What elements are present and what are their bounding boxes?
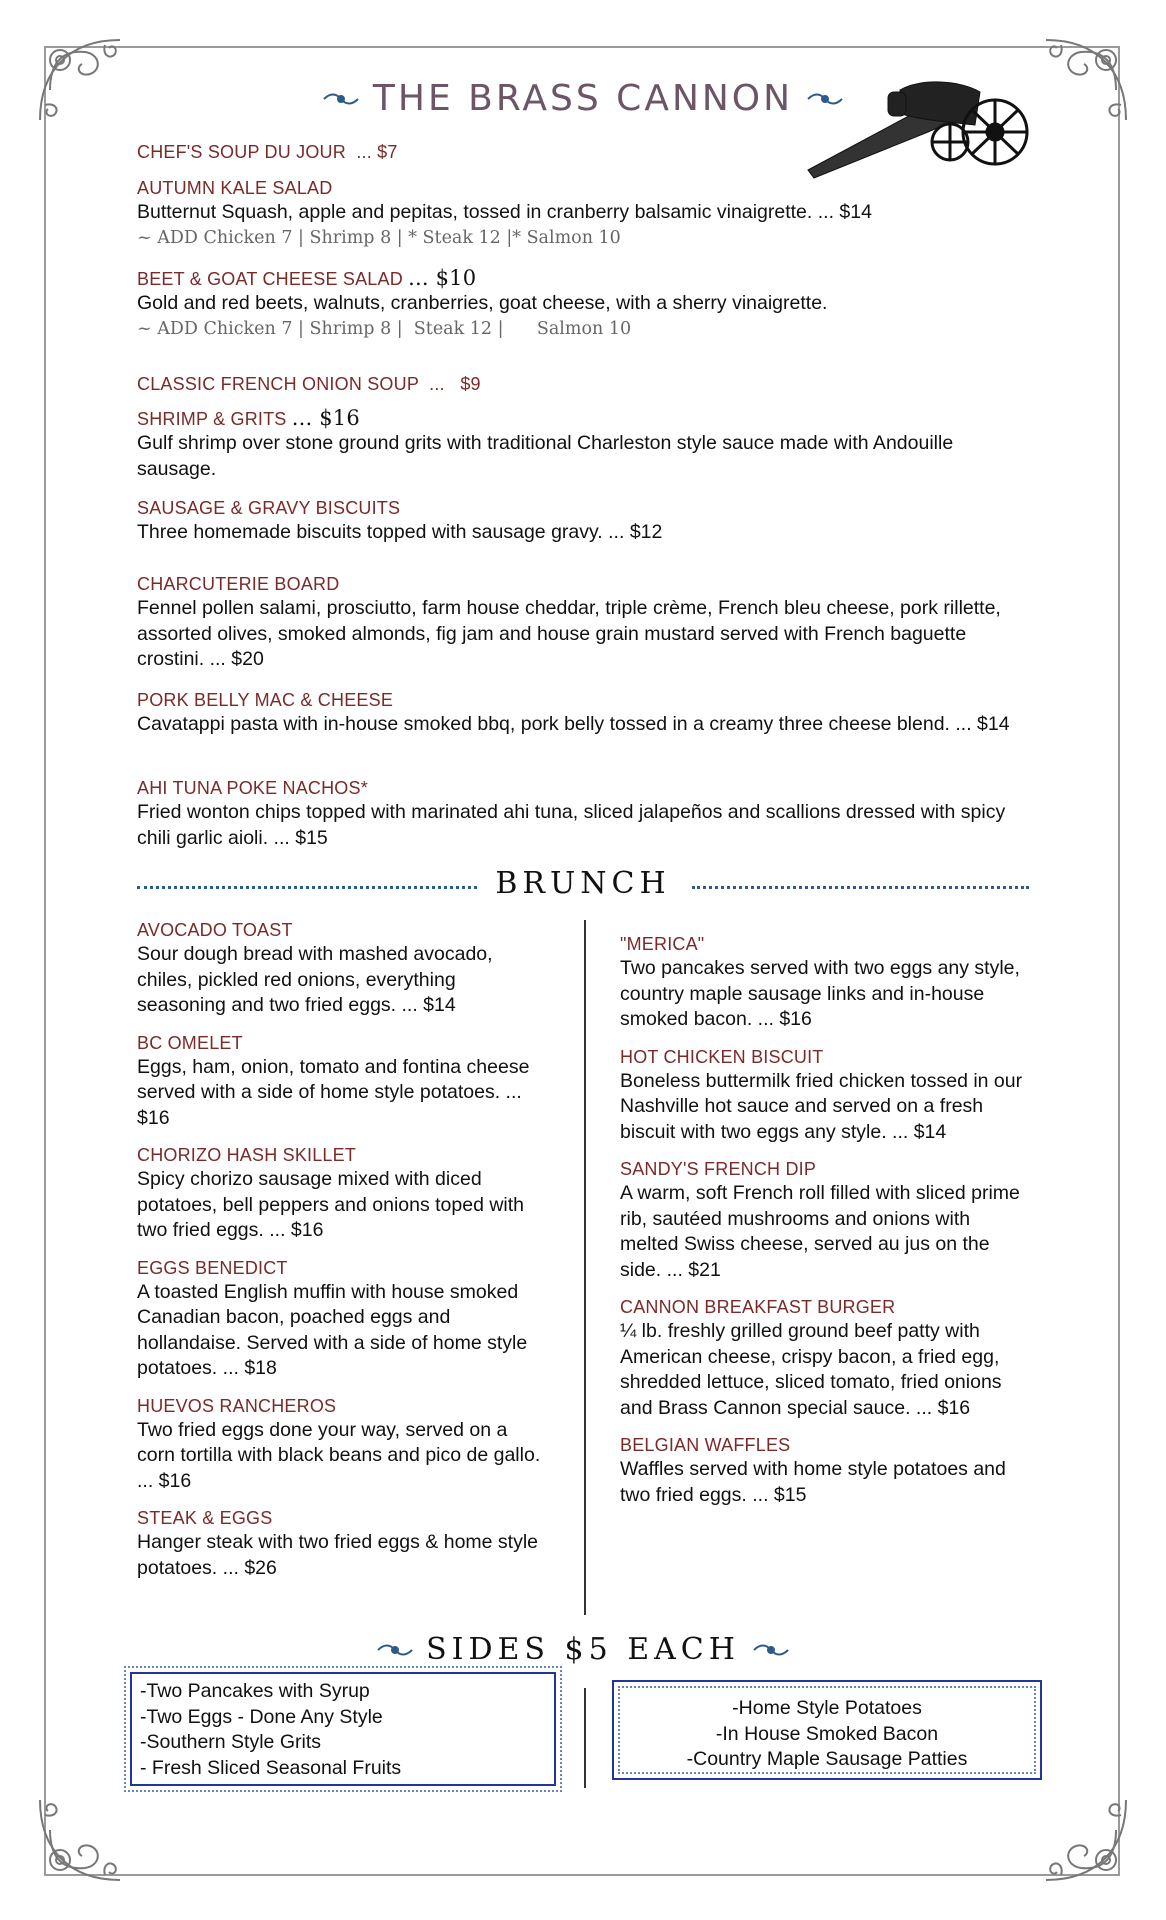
item-description: Boneless buttermilk fried chicken tossed in our Nashville hot sauce and served on a fresh biscuit with two eggs any style. ... $14 xyxy=(620,1069,1023,1143)
side-item: -Country Maple Sausage Patties xyxy=(686,1748,968,1770)
sides-box-left xyxy=(124,1666,562,1792)
item-description: Eggs, ham, onion, tomato and fontina cheese served with a side of home style potatoes. ... $16 xyxy=(137,1055,530,1129)
menu-item xyxy=(620,932,1025,1033)
item-description: Waffles served with home style potatoes and two fried eggs. ... $15 xyxy=(620,1458,1006,1506)
column-divider xyxy=(584,920,586,1615)
menu-item xyxy=(137,176,1017,250)
ornament-icon xyxy=(376,1642,414,1658)
ornament-icon xyxy=(752,1642,790,1658)
item-name: SAUSAGE & GRAVY BISCUITS xyxy=(137,498,401,518)
menu-item xyxy=(137,140,1017,164)
section-title: BRUNCH xyxy=(495,866,671,901)
corner-flourish-icon xyxy=(30,1790,130,1890)
item-name: CHARCUTERIE BOARD xyxy=(137,574,340,594)
item-name: HUEVOS RANCHEROS xyxy=(137,1395,337,1416)
item-name: CHEF'S SOUP DU JOUR xyxy=(137,142,346,162)
item-name: AUTUMN KALE SALAD xyxy=(137,178,333,198)
item-name: SANDY'S FRENCH DIP xyxy=(620,1159,817,1179)
dotted-divider xyxy=(692,886,1029,889)
item-name: CLASSIC FRENCH ONION SOUP xyxy=(137,374,419,394)
item-name: STEAK & EGGS xyxy=(137,1508,273,1528)
item-name: CHORIZO HASH SKILLET xyxy=(137,1145,357,1165)
item-price: ... $9 xyxy=(429,374,481,394)
item-description: Hanger steak with two fried eggs & home style potatoes. ... $26 xyxy=(137,1531,539,1579)
column-divider xyxy=(584,1688,586,1788)
side-item: -Southern Style Grits xyxy=(140,1731,321,1753)
item-description: Sour dough bread with mashed avocado, chiles, pickled red onions, everything seasoning and two fried eggs. ... $14 xyxy=(137,943,493,1016)
menu-item xyxy=(620,1157,1025,1283)
sides-header xyxy=(0,1632,1166,1667)
side-item: - Fresh Sliced Seasonal Fruits xyxy=(140,1756,402,1779)
item-description: A toasted English muffin with house smoked Canadian bacon, poached eggs and hollandaise. Served with a side of home style potatoes. ... $18 xyxy=(137,1280,528,1379)
ornament-icon xyxy=(322,91,360,107)
item-description: Three homemade biscuits topped with sausage gravy. ... $12 xyxy=(137,521,663,543)
item-description: Cavatappi pasta with in-house smoked bbq, pork belly tossed in a creamy three cheese blend. ... $14 xyxy=(137,713,1010,735)
menu-item xyxy=(137,1256,542,1382)
item-name: "MERICA" xyxy=(620,934,705,954)
side-item: -Two Pancakes with Syrup xyxy=(140,1680,370,1702)
item-addon: ~ ADD Chicken 7 | Shrimp 8 | * Steak 12 |* Salmon 10 xyxy=(137,227,621,248)
item-name: PORK BELLY MAC & CHEESE xyxy=(137,690,394,710)
menu-item xyxy=(137,572,1017,673)
menu-item xyxy=(137,776,1017,851)
brunch-left-column xyxy=(137,918,542,1593)
item-name: AVOCADO TOAST xyxy=(137,920,293,940)
menu-item xyxy=(137,1506,542,1581)
item-name: AHI TUNA POKE NACHOS* xyxy=(137,778,368,798)
item-name: SHRIMP & GRITS xyxy=(137,409,287,429)
item-description: A warm, soft French roll filled with sliced prime rib, sautéed mushrooms and onions with melted Swiss cheese, served au jus on the side. ... $21 xyxy=(620,1182,1020,1281)
item-name: BC OMELET xyxy=(137,1032,243,1053)
menu-item xyxy=(137,406,1017,482)
page-title: THE BRASS CANNON xyxy=(372,78,794,119)
item-price: ... $7 xyxy=(356,142,398,162)
item-name: HOT CHICKEN BISCUIT xyxy=(620,1046,824,1067)
item-description: Fried wonton chips topped with marinated ahi tuna, sliced jalapeños and scallions dressed with spicy chili garlic aioli. ... $15 xyxy=(137,801,1006,849)
brunch-right-column xyxy=(620,932,1025,1520)
section-title: SIDES $5 EACH xyxy=(426,1632,740,1667)
menu-item xyxy=(137,918,542,1019)
item-addon: ~ ADD Chicken 7 | Shrimp 8 | Steak 12 | Salmon 10 xyxy=(137,318,632,339)
menu-item xyxy=(620,1295,1025,1421)
item-price: ... $16 xyxy=(291,406,360,430)
side-item: -Two Eggs - Done Any Style xyxy=(140,1705,383,1728)
side-item: -Home Style Potatoes xyxy=(732,1697,922,1719)
cannon-icon xyxy=(800,70,1030,182)
menu-item xyxy=(620,1045,1025,1146)
item-description: Spicy chorizo sausage mixed with diced potatoes, bell peppers and onions toped with two fried eggs. ... $16 xyxy=(137,1168,525,1241)
menu-item xyxy=(137,1031,542,1132)
item-description: Two pancakes served with two eggs any style, country maple sausage links and in-house smoked bacon. ... $16 xyxy=(620,957,1020,1030)
item-description: Gold and red beets, walnuts, cranberries, goat cheese, with a sherry vinaigrette. xyxy=(137,292,828,314)
menu-item xyxy=(137,496,1017,546)
menu-item xyxy=(137,688,1017,738)
menu-item xyxy=(620,1433,1025,1508)
corner-flourish-icon xyxy=(1036,1790,1136,1890)
item-description: ¼ lb. freshly grilled ground beef patty with American cheese, crispy bacon, a fried egg, shredded lettuce, sliced tomato, fried onions and Brass Cannon special sauce. ... $16 xyxy=(620,1320,1002,1419)
brunch-header xyxy=(137,866,1029,906)
item-price: ... $10 xyxy=(408,266,477,290)
menu-item xyxy=(137,1394,542,1495)
item-name: BEET & GOAT CHEESE SALAD xyxy=(137,269,403,289)
item-description: Gulf shrimp over stone ground grits with traditional Charleston style sauce made with Andouille sausage. xyxy=(137,432,954,480)
item-name: BELGIAN WAFFLES xyxy=(620,1435,791,1455)
item-name: CANNON BREAKFAST BURGER xyxy=(620,1297,896,1317)
sides-box-right xyxy=(612,1680,1042,1780)
item-name: EGGS BENEDICT xyxy=(137,1257,288,1278)
item-description: Fennel pollen salami, prosciutto, farm house cheddar, triple crème, French bleu cheese, pork rillette, assorted olives, smoked almonds, fig jam and house grain mustard served with French baguette crostini. ... $20 xyxy=(137,597,1001,670)
menu-item xyxy=(137,372,1017,396)
item-description: Two fried eggs done your way, served on a corn tortilla with black beans and pico de gallo. ... $16 xyxy=(137,1418,541,1492)
item-description: Butternut Squash, apple and pepitas, tossed in cranberry balsamic vinaigrette. ... $14 xyxy=(137,201,872,223)
menu-item xyxy=(137,1143,542,1244)
menu-item xyxy=(137,266,1017,341)
side-item: -In House Smoked Bacon xyxy=(715,1722,939,1745)
